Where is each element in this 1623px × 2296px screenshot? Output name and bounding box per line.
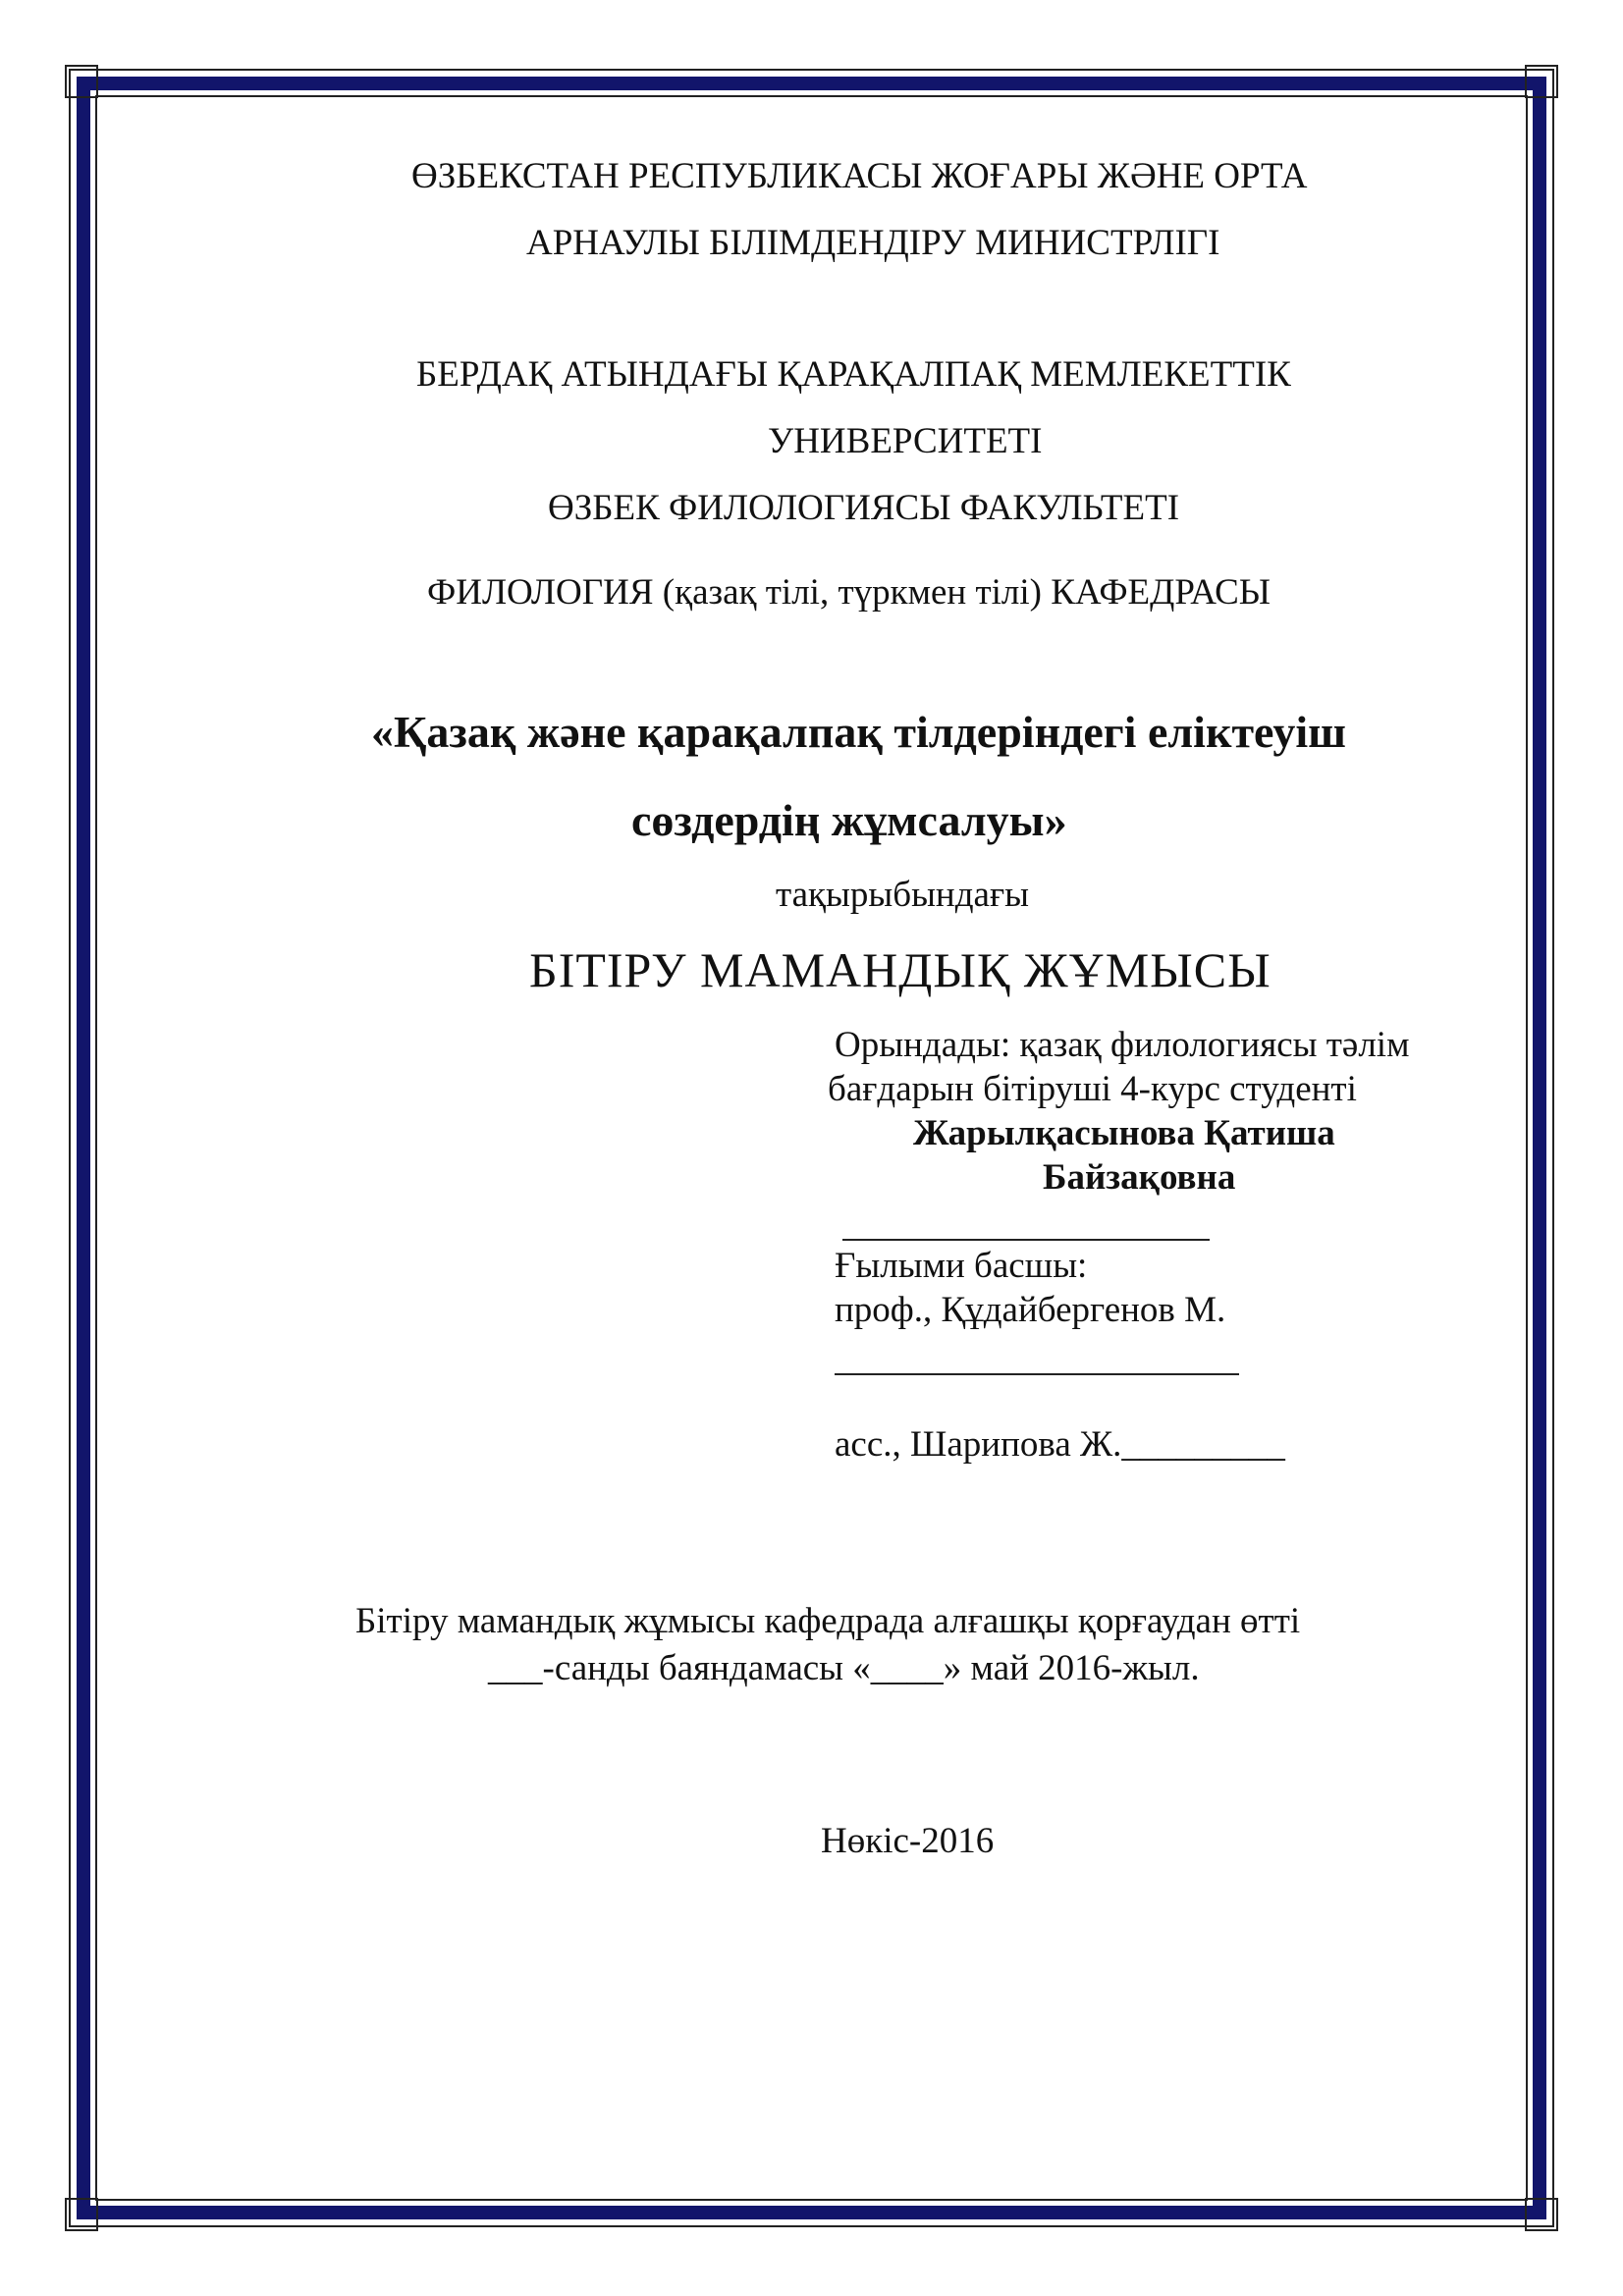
university-line-1: БЕРДАҚ АТЫНДАҒЫ ҚАРАҚАЛПАҚ МЕМЛЕКЕТТІК bbox=[416, 354, 1291, 395]
performed-by-line-1: Орындады: қазақ филологиясы тәлім bbox=[835, 1025, 1410, 1065]
frame-corner-top-right bbox=[1525, 65, 1558, 98]
faculty-name: ӨЗБЕК ФИЛОЛОГИЯСЫ ФАКУЛЬТЕТІ bbox=[548, 488, 1180, 528]
supervisor-name: проф., Құдайбергенов М. bbox=[835, 1290, 1226, 1330]
student-name-line-2: Байзақовна bbox=[1043, 1157, 1236, 1198]
university-line-2: УНИВЕРСИТЕТІ bbox=[768, 421, 1043, 461]
thesis-subtitle: тақырыбындағы bbox=[776, 875, 1030, 915]
performed-by-line-2: бағдарын бітіруші 4-курс студенті bbox=[828, 1069, 1357, 1109]
supervisor-signature-line bbox=[835, 1373, 1239, 1375]
ministry-line-1: ӨЗБЕКСТАН РЕСПУБЛИКАСЫ ЖОҒАРЫ ЖӘНЕ ОРТА bbox=[411, 156, 1308, 196]
department-name: ФИЛОЛОГИЯ (қазақ тілі, түркмен тілі) КАФЕДРАСЫ bbox=[427, 572, 1271, 613]
work-type: БІТІРУ МАМАНДЫҚ ЖҰМЫСЫ bbox=[529, 942, 1271, 997]
student-name-line-1: Жарылқасынова Қатиша bbox=[913, 1113, 1335, 1153]
frame-corner-bottom-left bbox=[65, 2198, 98, 2231]
city-year: Нөкіс-2016 bbox=[821, 1821, 995, 1861]
thesis-title-line-1: «Қазақ және қарақалпақ тілдеріндегі еліктеуіш bbox=[371, 707, 1346, 757]
assistant-name: асс., Шарипова Ж._________ bbox=[835, 1424, 1285, 1465]
supervisor-label: Ғылыми басшы: bbox=[835, 1246, 1088, 1286]
defense-line-1: Бітіру мамандық жұмысы кафедрада алғашқы қорғаудан өтті bbox=[355, 1601, 1301, 1641]
frame-corner-bottom-right bbox=[1525, 2198, 1558, 2231]
defense-line-2: ___-санды баяндамасы «____» май 2016-жыл. bbox=[488, 1648, 1200, 1688]
student-signature-line bbox=[842, 1239, 1210, 1241]
ministry-line-2: АРНАУЛЫ БІЛІМДЕНДІРУ МИНИСТРЛІГІ bbox=[526, 223, 1220, 263]
frame-corner-top-left bbox=[65, 65, 98, 98]
thesis-title-line-2: сөздердің жұмсалуы» bbox=[631, 795, 1067, 845]
